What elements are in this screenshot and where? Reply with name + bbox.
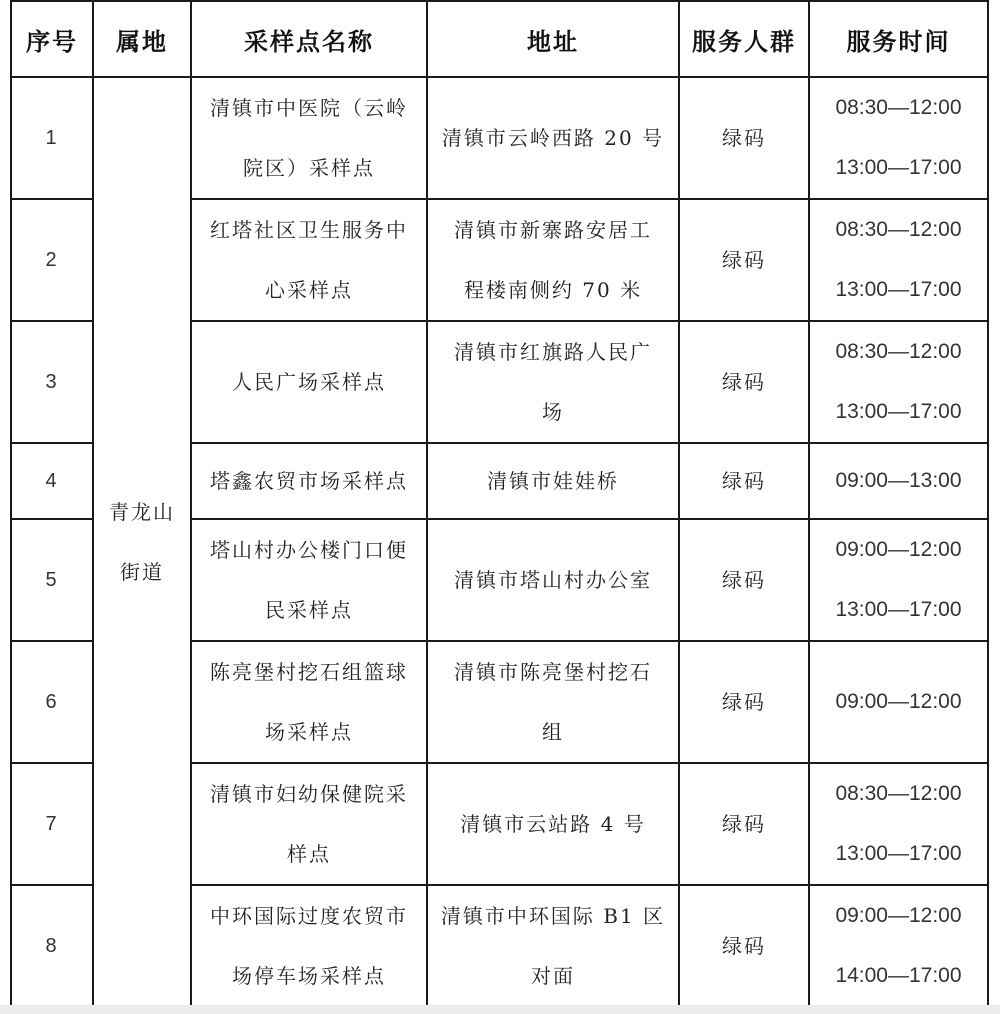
site-name-line: 人民广场采样点	[232, 370, 386, 394]
service-time	[809, 77, 988, 199]
service-group: 绿码	[679, 763, 809, 885]
site-name	[191, 885, 427, 1007]
address-line: 清镇市中环国际 B1 区	[440, 904, 666, 928]
address	[427, 641, 679, 763]
address	[427, 885, 679, 1007]
address	[427, 443, 679, 519]
time-slot: 13:00—17:00	[835, 842, 962, 865]
service-group: 绿码	[679, 885, 809, 1007]
header-service-group: 服务人群	[679, 1, 809, 77]
service-time	[809, 321, 988, 443]
site-name	[191, 641, 427, 763]
time-slot: 09:00—12:00	[835, 690, 962, 713]
site-name-line: 红塔社区卫生服务中	[210, 218, 408, 242]
site-name-line: 塔鑫农贸市场采样点	[210, 469, 408, 493]
service-group: 绿码	[679, 77, 809, 199]
service-time	[809, 885, 988, 1007]
table-row	[11, 77, 988, 199]
address	[427, 763, 679, 885]
address-line: 组	[542, 720, 564, 744]
time-slot: 09:00—13:00	[835, 469, 962, 492]
site-name-line: 院区）采样点	[243, 156, 375, 180]
header-address: 地址	[427, 1, 679, 77]
address	[427, 519, 679, 641]
header-index: 序号	[11, 1, 93, 77]
time-slot: 14:00—17:00	[835, 964, 962, 987]
address	[427, 199, 679, 321]
address-line: 清镇市娃娃桥	[487, 469, 619, 493]
site-name-line: 塔山村办公楼门口便	[210, 538, 408, 562]
row-index: 3	[11, 321, 93, 443]
time-slot: 13:00—17:00	[835, 400, 962, 423]
address-line: 对面	[531, 964, 575, 988]
site-name-line: 场停车场采样点	[232, 964, 386, 988]
header-row	[11, 1, 988, 77]
site-name	[191, 77, 427, 199]
row-index: 6	[11, 641, 93, 763]
service-time	[809, 199, 988, 321]
site-name	[191, 763, 427, 885]
row-index: 7	[11, 763, 93, 885]
service-group: 绿码	[679, 443, 809, 519]
header-area: 属地	[93, 1, 191, 77]
service-time	[809, 641, 988, 763]
area-line: 街道	[120, 560, 164, 584]
site-name-line: 民采样点	[265, 598, 353, 622]
time-slot: 09:00—12:00	[835, 538, 962, 561]
site-name	[191, 519, 427, 641]
area-cell	[93, 77, 191, 1007]
site-name-line: 中环国际过度农贸市	[210, 904, 408, 928]
address-line: 场	[542, 400, 564, 424]
address-line: 清镇市云岭西路 20 号	[441, 126, 665, 150]
service-time	[809, 519, 988, 641]
address	[427, 77, 679, 199]
service-group: 绿码	[679, 321, 809, 443]
time-slot: 13:00—17:00	[835, 156, 962, 179]
sampling-schedule-table	[10, 0, 989, 1008]
time-slot: 08:30—12:00	[835, 218, 962, 241]
header-site-name: 采样点名称	[191, 1, 427, 77]
row-index: 4	[11, 443, 93, 519]
site-name	[191, 321, 427, 443]
bottom-scroll-edge	[0, 1005, 1000, 1014]
time-slot: 08:30—12:00	[835, 782, 962, 805]
address-line: 清镇市新寨路安居工	[454, 218, 652, 242]
address-line: 清镇市塔山村办公室	[454, 568, 652, 592]
service-group: 绿码	[679, 519, 809, 641]
address-line: 清镇市红旗路人民广	[454, 340, 652, 364]
row-index: 1	[11, 77, 93, 199]
site-name-line: 清镇市中医院（云岭	[210, 96, 408, 120]
site-name-line: 心采样点	[265, 278, 353, 302]
area-line: 青龙山	[109, 500, 175, 524]
time-slot: 13:00—17:00	[835, 598, 962, 621]
site-name-line: 场采样点	[265, 720, 353, 744]
time-slot: 09:00—12:00	[835, 904, 962, 927]
row-index: 2	[11, 199, 93, 321]
service-time	[809, 443, 988, 519]
address	[427, 321, 679, 443]
row-index: 8	[11, 885, 93, 1007]
site-name	[191, 199, 427, 321]
site-name	[191, 443, 427, 519]
site-name-line: 陈亮堡村挖石组篮球	[210, 660, 408, 684]
time-slot: 13:00—17:00	[835, 278, 962, 301]
address-line: 清镇市云站路 4 号	[460, 812, 646, 836]
row-index: 5	[11, 519, 93, 641]
address-line: 程楼南侧约 70 米	[463, 278, 643, 302]
time-slot: 08:30—12:00	[835, 340, 962, 363]
site-name-line: 样点	[287, 842, 331, 866]
service-time	[809, 763, 988, 885]
service-group: 绿码	[679, 641, 809, 763]
address-line: 清镇市陈亮堡村挖石	[454, 660, 652, 684]
service-group: 绿码	[679, 199, 809, 321]
site-name-line: 清镇市妇幼保健院采	[210, 782, 408, 806]
header-service-time: 服务时间	[809, 1, 988, 77]
time-slot: 08:30—12:00	[835, 96, 962, 119]
